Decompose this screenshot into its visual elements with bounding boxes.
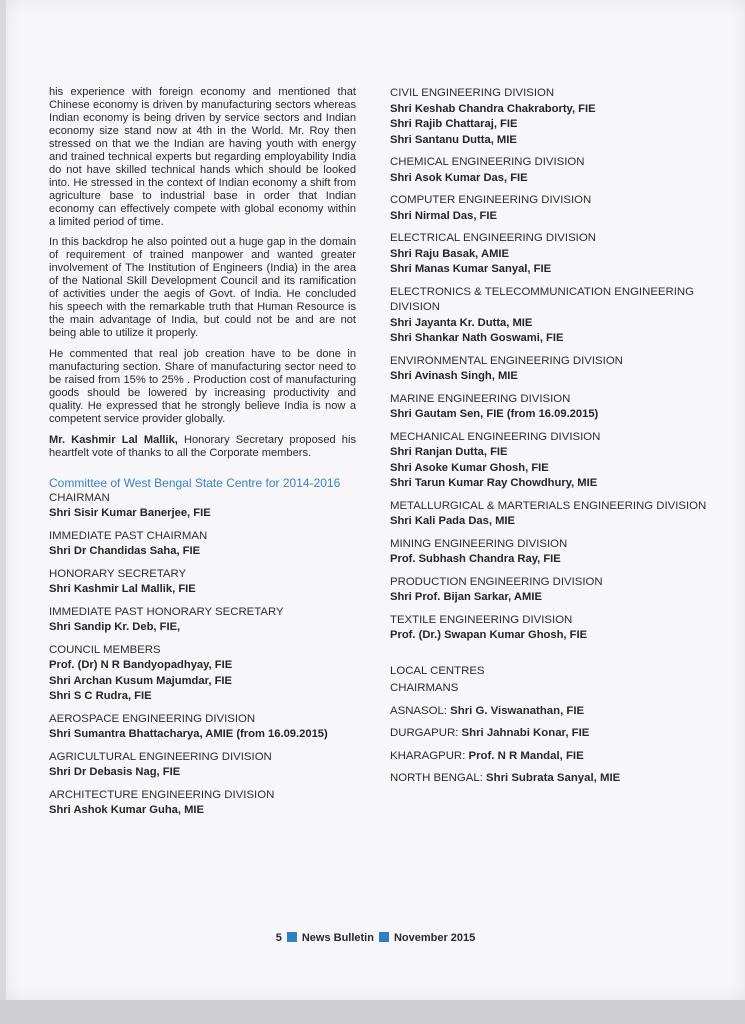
local-centre-place: NORTH BENGAL: [390, 772, 483, 784]
block-heading: CIVIL ENGINEERING DIVISION [390, 87, 555, 99]
member-name: Shri Keshab Chandra Chakraborty, FIE [390, 102, 596, 115]
block-heading: AGRICULTURAL ENGINEERING DIVISION [49, 750, 272, 763]
member-name: Shri Archan Kusum Majumdar, FIE [49, 674, 232, 687]
member-name: Shri Jayanta Kr. Dutta, MIE [390, 316, 533, 329]
block-heading: AEROSPACE ENGINEERING DIVISION [49, 712, 256, 725]
block-immediate-past-chairman [49, 529, 356, 560]
page-number: 5 [275, 932, 282, 944]
block-aerospace [49, 712, 356, 743]
right-column [390, 86, 712, 794]
block-electrical [390, 231, 712, 278]
member-name: Prof. (Dr.) Swapan Kumar Ghosh, FIE [390, 629, 588, 641]
member-name: Prof. Subhash Chandra Ray, FIE [390, 553, 561, 565]
local-centre-row [390, 749, 712, 765]
body-paragraph-1: his experience with foreign economy and mentioned that Chinese economy is driven by manufacturing sectors whereas Indian economy is being driven by service sectors and Indian economy size stand now at 4th in the World. Mr. Roy then stressed on that we the Indian are having youth with energy and trained technical experts but regarding employability India do not have skilled technical hands which should be looked into. He stressed in the context of Indian economy a shift from agriculture base to industrial base in order that Indian economy can effectively compete with global economy within a limited period of time. [49, 86, 356, 228]
member-name: Shri Rajib Chattaraj, FIE [390, 118, 518, 130]
local-centre-place: DURGAPUR: [390, 727, 459, 739]
member-name: Shri Raju Basak, AMIE [390, 247, 509, 260]
member-name: Shri Santanu Dutta, MIE [390, 133, 517, 146]
block-heading: CHAIRMAN [49, 491, 110, 504]
member-name: Shri Asoke Kumar Ghosh, FIE [390, 461, 549, 474]
block-environmental [390, 354, 712, 385]
member-name: Shri S C Rudra, FIE [49, 690, 152, 703]
block-heading: TEXTILE ENGINEERING DIVISION [390, 613, 573, 626]
local-centre-chairman: Shri G. Viswanathan, FIE [450, 704, 585, 717]
block-heading: MINING ENGINEERING DIVISION [390, 537, 568, 550]
block-immediate-past-honorary-secretary [49, 605, 356, 636]
blue-square-icon [287, 932, 297, 942]
block-heading: IMMEDIATE PAST HONORARY SECRETARY [49, 605, 284, 618]
blue-square-icon [379, 932, 389, 942]
member-name: Prof. (Dr) N R Bandyopadhyay, FIE [49, 659, 233, 672]
block-heading: MECHANICAL ENGINEERING DIVISION [390, 430, 601, 443]
local-centre-row [390, 726, 712, 742]
local-centres-section [390, 664, 712, 787]
block-heading: IMMEDIATE PAST CHAIRMAN [49, 529, 208, 542]
issue-date: November 2015 [393, 932, 476, 944]
member-name: Shri Dr Chandidas Saha, FIE [49, 545, 201, 558]
block-heading: METALLURGICAL & MARTERIALS ENGINEERING DIVISION [390, 499, 707, 512]
block-heading: ELECTRICAL ENGINEERING DIVISION [390, 232, 596, 244]
member-name: Shri Shankar Nath Goswami, FIE [390, 332, 564, 344]
block-agricultural [49, 750, 356, 781]
member-name: Shri Sisir Kumar Banerjee, FIE [49, 507, 211, 520]
scan-bottom-edge [0, 1000, 745, 1024]
publication-name: News Bulletin [301, 932, 374, 944]
local-centres-title: LOCAL CENTRES [390, 664, 485, 677]
block-heading: ARCHITECTURE ENGINEERING DIVISION [49, 788, 275, 801]
member-name: Shri Kashmir Lal Mallik, FIE [49, 583, 196, 596]
committee-title: Committee of West Bengal State Centre for 2014-2016 [49, 475, 341, 490]
local-centre-place: KHARAGPUR: [390, 749, 466, 762]
member-name: Shri Tarun Kumar Ray Chowdhury, MIE [390, 477, 598, 489]
block-heading: CHEMICAL ENGINEERING DIVISION [390, 156, 585, 168]
block-mechanical [390, 430, 712, 492]
block-heading: PRODUCTION ENGINEERING DIVISION [390, 575, 603, 588]
member-name: Shri Ranjan Dutta, FIE [390, 446, 508, 458]
block-production [390, 575, 712, 606]
vote-of-thanks-text: Honorary Secretary proposed his heartfelt vote of thanks to all the Corporate members. [49, 433, 356, 459]
member-name: Shri Nirmal Das, FIE [390, 209, 497, 222]
block-chairman [49, 491, 356, 522]
member-name: Shri Manas Kumar Sanyal, FIE [390, 263, 552, 275]
block-heading: ELECTRONICS & TELECOMMUNICATION ENGINEERING DIVISION [390, 285, 694, 313]
block-chemical [390, 155, 712, 186]
local-centre-chairman: Shri Jahnabi Konar, FIE [461, 727, 590, 739]
member-name: Shri Avinash Singh, MIE [390, 370, 518, 382]
member-name: Shri Dr Debasis Nag, FIE [49, 766, 181, 779]
left-column [49, 86, 356, 826]
local-centre-row [390, 704, 712, 720]
block-electronics-telecom [390, 285, 712, 347]
member-name: Shri Ashok Kumar Guha, MIE [49, 804, 204, 817]
block-mining [390, 537, 712, 568]
local-centre-row [390, 771, 712, 787]
block-computer [390, 193, 712, 224]
local-centre-chairman: Prof. N R Mandal, FIE [468, 749, 584, 762]
member-name: Shri Prof. Bijan Sarkar, AMIE [390, 591, 542, 603]
block-honorary-secretary [49, 567, 356, 598]
block-heading: COMPUTER ENGINEERING DIVISION [390, 194, 592, 206]
local-centre-chairman: Shri Subrata Sanyal, MIE [486, 772, 621, 784]
block-heading: MARINE ENGINEERING DIVISION [390, 392, 571, 405]
block-heading: ENVIRONMENTAL ENGINEERING DIVISION [390, 354, 623, 367]
member-name: Shri Asok Kumar Das, FIE [390, 171, 528, 184]
page-footer [6, 932, 745, 944]
member-name: Shri Kali Pada Das, MIE [390, 515, 515, 527]
body-paragraph-2: In this backdrop he also pointed out a huge gap in the domain of requirement of trained manpower and wanted greater involvement of The Institution of Engineers (India) in the area of the National Skill Development Council and its ramification of activities under the aegis of Govt. of India. He concluded his speech with the remarkable truth that Human Resource is the main advantage of India, but could not be and are not being able to utilize it properly. [49, 236, 356, 340]
local-centres-subtitle: CHAIRMANS [390, 682, 459, 694]
page-sheet [6, 0, 745, 1000]
vote-of-thanks-name: Mr. Kashmir Lal Mallik, [49, 433, 178, 446]
block-textile [390, 613, 712, 644]
member-name: Shri Sandip Kr. Deb, FIE, [49, 621, 181, 634]
local-centre-place: ASNASOL: [390, 704, 447, 717]
block-civil [390, 86, 712, 148]
member-name: Shri Gautam Sen, FIE (from 16.09.2015) [390, 408, 599, 420]
block-metallurgical [390, 499, 712, 530]
member-name: Shri Sumantra Bhattacharya, AMIE (from 16.09.2015) [49, 728, 328, 741]
block-marine [390, 392, 712, 423]
block-heading: COUNCIL MEMBERS [49, 643, 161, 656]
block-architecture [49, 788, 356, 819]
block-heading: HONORARY SECRETARY [49, 567, 187, 580]
vote-of-thanks-paragraph [49, 434, 356, 460]
body-paragraph-3: He commented that real job creation have to be done in manufacturing section. Share of manufacturing sector need to be raised from 15% to 25% . Production cost of manufacturing goods should be lowered by increasing productivity and quality. He expressed that he strongly believe India is now a competent service provider globally. [49, 348, 356, 425]
block-council-members [49, 643, 356, 705]
